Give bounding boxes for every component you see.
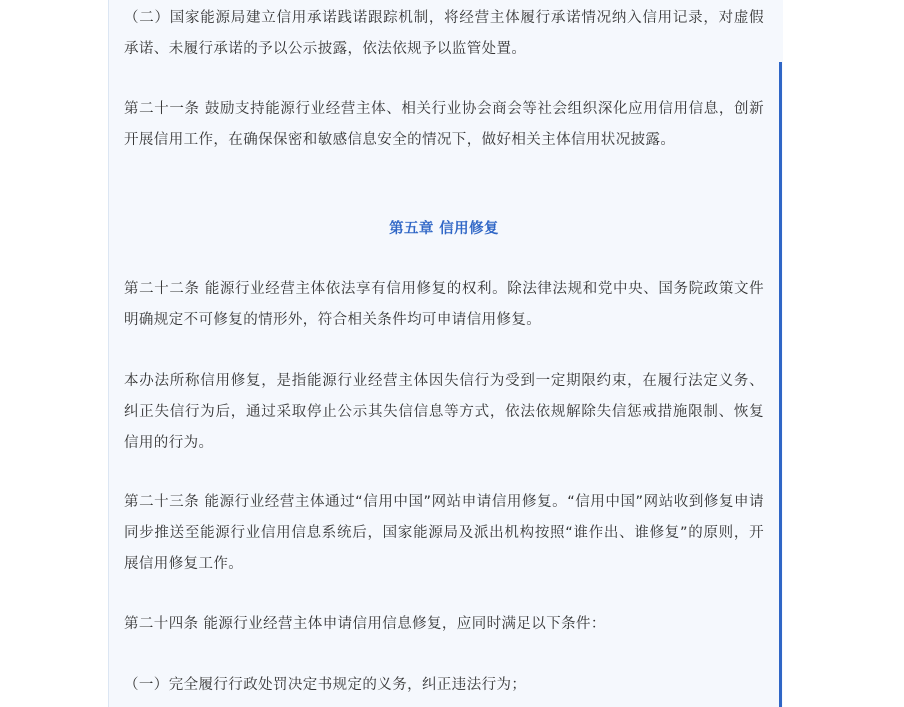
paragraph-commitment-tracking: （二）国家能源局建立信用承诺践诺跟踪机制，将经营主体履行承诺情况纳入信用记录，对虚假承诺、未履行承诺的予以公示披露，依法依规予以监管处置。 <box>124 10 764 57</box>
paragraph-article-22: 第二十二条 能源行业经营主体依法享有信用修复的权利。除法律法规和党中央、国务院政策文件明确规定不可修复的情形外，符合相关条件均可申请信用修复。 <box>124 281 764 328</box>
accent-bar <box>779 62 782 707</box>
paragraph-condition-1: （一）完全履行行政处罚决定书规定的义务，纠正违法行为； <box>124 677 527 693</box>
paragraph-article-24: 第二十四条 能源行业经营主体申请信用信息修复，应同时满足以下条件： <box>124 616 606 632</box>
paragraph-credit-repair-definition: 本办法所称信用修复，是指能源行业经营主体因失信行为受到一定期限约束，在履行法定义务、纠正失信行为后，通过采取停止公示其失信信息等方式，依法依规解除失信惩戒措施限制、恢复信用的行为。 <box>124 373 764 451</box>
paragraph-article-23: 第二十三条 能源行业经营主体通过“信用中国”网站申请信用修复。“信用中国”网站收到修复申请同步推送至能源行业信用信息系统后，国家能源局及派出机构按照“谁作出、谁修复”的原则，开展信用修复工作。 <box>124 494 764 572</box>
chapter-heading: 第五章 信用修复 <box>389 221 499 237</box>
paragraph-article-21: 第二十一条 鼓励支持能源行业经营主体、相关行业协会商会等社会组织深化应用信用信息，创新开展信用工作，在确保保密和敏感信息安全的情况下，做好相关主体信用状况披露。 <box>124 101 764 148</box>
